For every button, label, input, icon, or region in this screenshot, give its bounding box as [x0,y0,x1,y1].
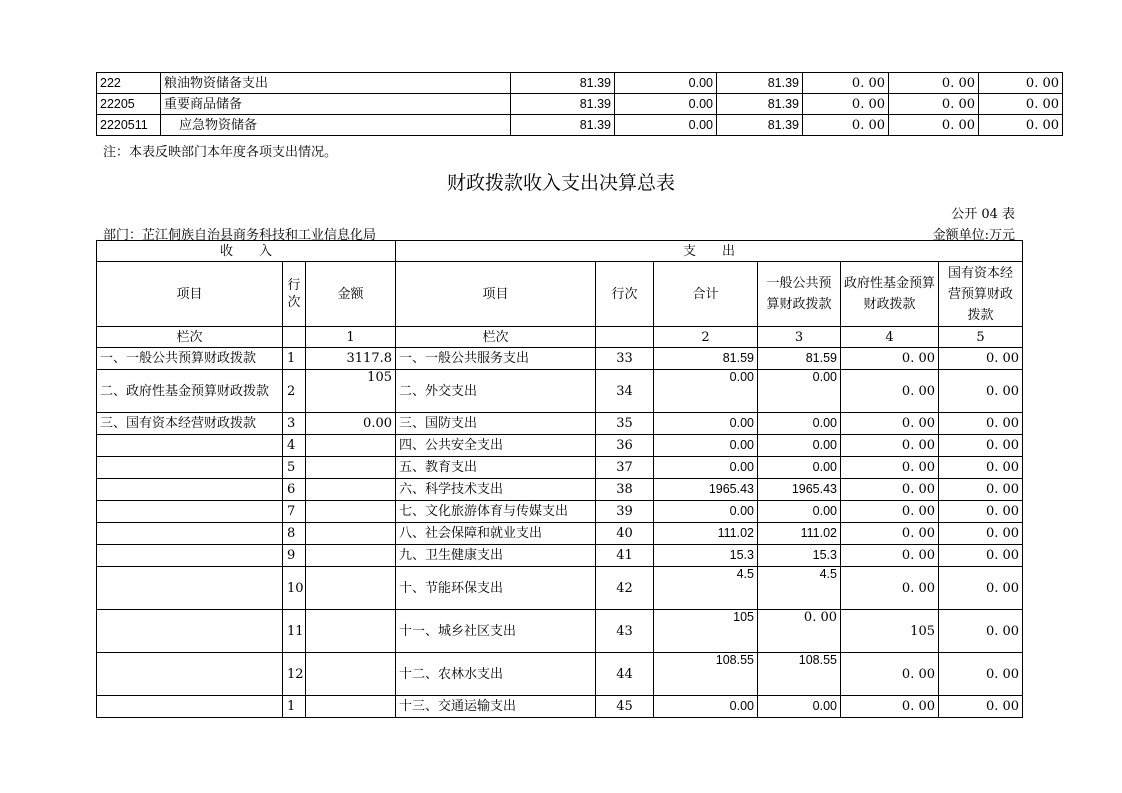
expense-item: 八、社会保障和就业支出 [396,523,596,545]
income-line: 3 [283,413,306,435]
general-amount: 81.59 [758,348,841,370]
table-row [97,348,1023,370]
expense-line: 35 [596,413,654,435]
row-code: 22205 [97,94,161,115]
gov-fund-amount: 0. 00 [841,348,939,370]
row-c6: 0. 00 [979,94,1063,115]
income-item [97,545,283,567]
income-item [97,696,283,718]
row-c4: 0. 00 [803,115,889,136]
income-item [97,610,283,653]
table-row [97,567,1023,610]
general-amount: 0.00 [758,413,841,435]
income-item [97,435,283,457]
expense-line: 33 [596,348,654,370]
expense-item: 三、国防支出 [396,413,596,435]
gov-fund-amount: 105 [841,610,939,653]
total-amount: 1965.43 [654,479,758,501]
col-4: 4 [841,327,939,348]
expense-line: 37 [596,457,654,479]
expense-detail-table [96,72,1063,136]
row-name: 粮油物资储备支出 [161,73,511,94]
income-amount [306,696,396,718]
gov-fund-amount: 0. 00 [841,545,939,567]
income-amount [306,653,396,696]
total-amount: 15.3 [654,545,758,567]
total-amount: 81.59 [654,348,758,370]
general-amount: 108.55 [758,653,841,696]
income-line: 6 [283,479,306,501]
col-label: 栏次 [97,327,283,348]
row-code: 222 [97,73,161,94]
table-row [97,696,1023,718]
unit-label: 金额单位:万元 [932,228,1015,243]
expense-line: 41 [596,545,654,567]
state-capital-amount: 0. 00 [939,348,1023,370]
gov-fund-amount: 0. 00 [841,696,939,718]
row-c6: 0. 00 [979,115,1063,136]
table-row [97,653,1023,696]
income-item: 一、一般公共预算财政拨款 [97,348,283,370]
expense-item: 一、一般公共服务支出 [396,348,596,370]
row-total: 81.39 [511,73,615,94]
department-label: 部门：芷江侗族自治县商务科技和工业信息化局 [103,228,377,243]
income-amount [306,501,396,523]
total-amount: 4.5 [654,567,758,610]
income-line-header: 行次 [283,262,306,327]
income-item: 三、国有资本经营财政拨款 [97,413,283,435]
state-capital-header: 国有资本经营预算财政拨款 [939,262,1023,327]
expense-item-header: 项目 [396,262,596,327]
general-amount: 0.00 [758,501,841,523]
total-amount: 0.00 [654,696,758,718]
total-header: 合计 [654,262,758,327]
income-item [97,653,283,696]
income-amount: 0.00 [306,413,396,435]
expense-line: 39 [596,501,654,523]
col-5: 5 [939,327,1023,348]
row-c5: 0. 00 [889,94,979,115]
income-item [97,457,283,479]
total-amount: 0.00 [654,501,758,523]
income-line: 10 [283,567,306,610]
row-c3: 81.39 [717,94,803,115]
income-line: 1 [283,348,306,370]
row-total: 81.39 [511,94,615,115]
gov-fund-amount: 0. 00 [841,479,939,501]
table-body [97,348,1023,718]
income-item [97,567,283,610]
table-row [97,523,1023,545]
general-amount: 0.00 [758,435,841,457]
table-note: 注：本表反映部门本年度各项支出情况。 [103,145,338,160]
row-name: 应急物资储备 [161,115,511,136]
income-item-header: 项目 [97,262,283,327]
state-capital-amount: 0. 00 [939,523,1023,545]
table-row [97,370,1023,413]
total-amount: 0.00 [654,435,758,457]
general-budget-header: 一般公共预算财政拨款 [758,262,841,327]
expense-item: 二、外交支出 [396,370,596,413]
income-amount: 3117.8 [306,348,396,370]
table-row [97,479,1023,501]
state-capital-amount: 0. 00 [939,696,1023,718]
income-amount [306,545,396,567]
expense-line: 36 [596,435,654,457]
state-capital-amount: 0. 00 [939,501,1023,523]
expense-item: 五、教育支出 [396,457,596,479]
col-3: 3 [758,327,841,348]
header-row-columns [97,262,1023,327]
expense-item: 七、文化旅游体育与传媒支出 [396,501,596,523]
state-capital-amount: 0. 00 [939,610,1023,653]
row-c2: 0.00 [615,73,717,94]
col-label-2: 栏次 [396,327,596,348]
state-capital-amount: 0. 00 [939,457,1023,479]
table-row [97,435,1023,457]
row-c5: 0. 00 [889,115,979,136]
expense-item: 十二、农林水支出 [396,653,596,696]
state-capital-amount: 0. 00 [939,479,1023,501]
gov-fund-amount: 0. 00 [841,523,939,545]
income-line: 12 [283,653,306,696]
table-row [97,115,1063,136]
gov-fund-amount: 0. 00 [841,653,939,696]
gov-fund-amount: 0. 00 [841,435,939,457]
gov-fund-amount: 0. 00 [841,370,939,413]
income-amount: 105 [306,370,396,413]
income-line: 4 [283,435,306,457]
income-line: 2 [283,370,306,413]
page-title: 财政拨款收入支出决算总表 [446,172,675,194]
row-name: 重要商品储备 [161,94,511,115]
expense-item: 六、科学技术支出 [396,479,596,501]
general-amount: 4.5 [758,567,841,610]
gov-fund-header: 政府性基金预算财政拨款 [841,262,939,327]
income-item [97,501,283,523]
income-amount-header: 金额 [306,262,396,327]
income-line: 8 [283,523,306,545]
col-1: 1 [306,327,396,348]
row-c6: 0. 00 [979,73,1063,94]
income-amount [306,610,396,653]
gov-fund-amount: 0. 00 [841,457,939,479]
income-amount [306,523,396,545]
income-amount [306,479,396,501]
table-row [97,413,1023,435]
row-c2: 0.00 [615,94,717,115]
state-capital-amount: 0. 00 [939,653,1023,696]
income-line: 1 [283,696,306,718]
appropriation-summary-table [96,240,1023,718]
income-line: 11 [283,610,306,653]
general-amount: 111.02 [758,523,841,545]
total-amount: 108.55 [654,653,758,696]
income-item [97,479,283,501]
expense-line: 42 [596,567,654,610]
total-amount: 0.00 [654,413,758,435]
state-capital-amount: 0. 00 [939,435,1023,457]
total-amount: 105 [654,610,758,653]
expense-item: 四、公共安全支出 [396,435,596,457]
table-row [97,94,1063,115]
general-amount: 0.00 [758,370,841,413]
state-capital-amount: 0. 00 [939,545,1023,567]
state-capital-amount: 0. 00 [939,370,1023,413]
table-row [97,73,1063,94]
expense-line: 34 [596,370,654,413]
income-header: 收 入 [97,241,396,262]
row-c5: 0. 00 [889,73,979,94]
table-row [97,457,1023,479]
table-row [97,610,1023,653]
income-item [97,523,283,545]
gov-fund-amount: 0. 00 [841,567,939,610]
general-amount: 0.00 [758,457,841,479]
expense-line: 44 [596,653,654,696]
expense-item: 九、卫生健康支出 [396,545,596,567]
expense-line: 40 [596,523,654,545]
expense-line: 43 [596,610,654,653]
income-amount [306,457,396,479]
total-amount: 0.00 [654,370,758,413]
expense-header: 支 出 [396,241,1023,262]
expense-line-header: 行次 [596,262,654,327]
table-row [97,545,1023,567]
general-amount: 15.3 [758,545,841,567]
col-2: 2 [654,327,758,348]
state-capital-amount: 0. 00 [939,567,1023,610]
row-c2: 0.00 [615,115,717,136]
income-line: 7 [283,501,306,523]
gov-fund-amount: 0. 00 [841,501,939,523]
row-c4: 0. 00 [803,94,889,115]
gov-fund-amount: 0. 00 [841,413,939,435]
expense-item: 十三、交通运输支出 [396,696,596,718]
header-row-index [97,327,1023,348]
income-amount [306,567,396,610]
general-amount: 0.00 [758,696,841,718]
income-line: 9 [283,545,306,567]
table-row [97,501,1023,523]
row-c3: 81.39 [717,73,803,94]
income-amount [306,435,396,457]
income-item: 二、政府性基金预算财政拨款 [97,370,283,413]
row-code: 2220511 [97,115,161,136]
general-amount: 0. 00 [758,610,841,653]
general-amount: 1965.43 [758,479,841,501]
row-c4: 0. 00 [803,73,889,94]
row-total: 81.39 [511,115,615,136]
expense-line: 45 [596,696,654,718]
total-amount: 0.00 [654,457,758,479]
total-amount: 111.02 [654,523,758,545]
header-row-sections [97,241,1023,262]
expense-item: 十、节能环保支出 [396,567,596,610]
expense-item: 十一、城乡社区支出 [396,610,596,653]
state-capital-amount: 0. 00 [939,413,1023,435]
expense-line: 38 [596,479,654,501]
row-c3: 81.39 [717,115,803,136]
income-line: 5 [283,457,306,479]
form-number: 公开 04 表 [951,207,1015,222]
